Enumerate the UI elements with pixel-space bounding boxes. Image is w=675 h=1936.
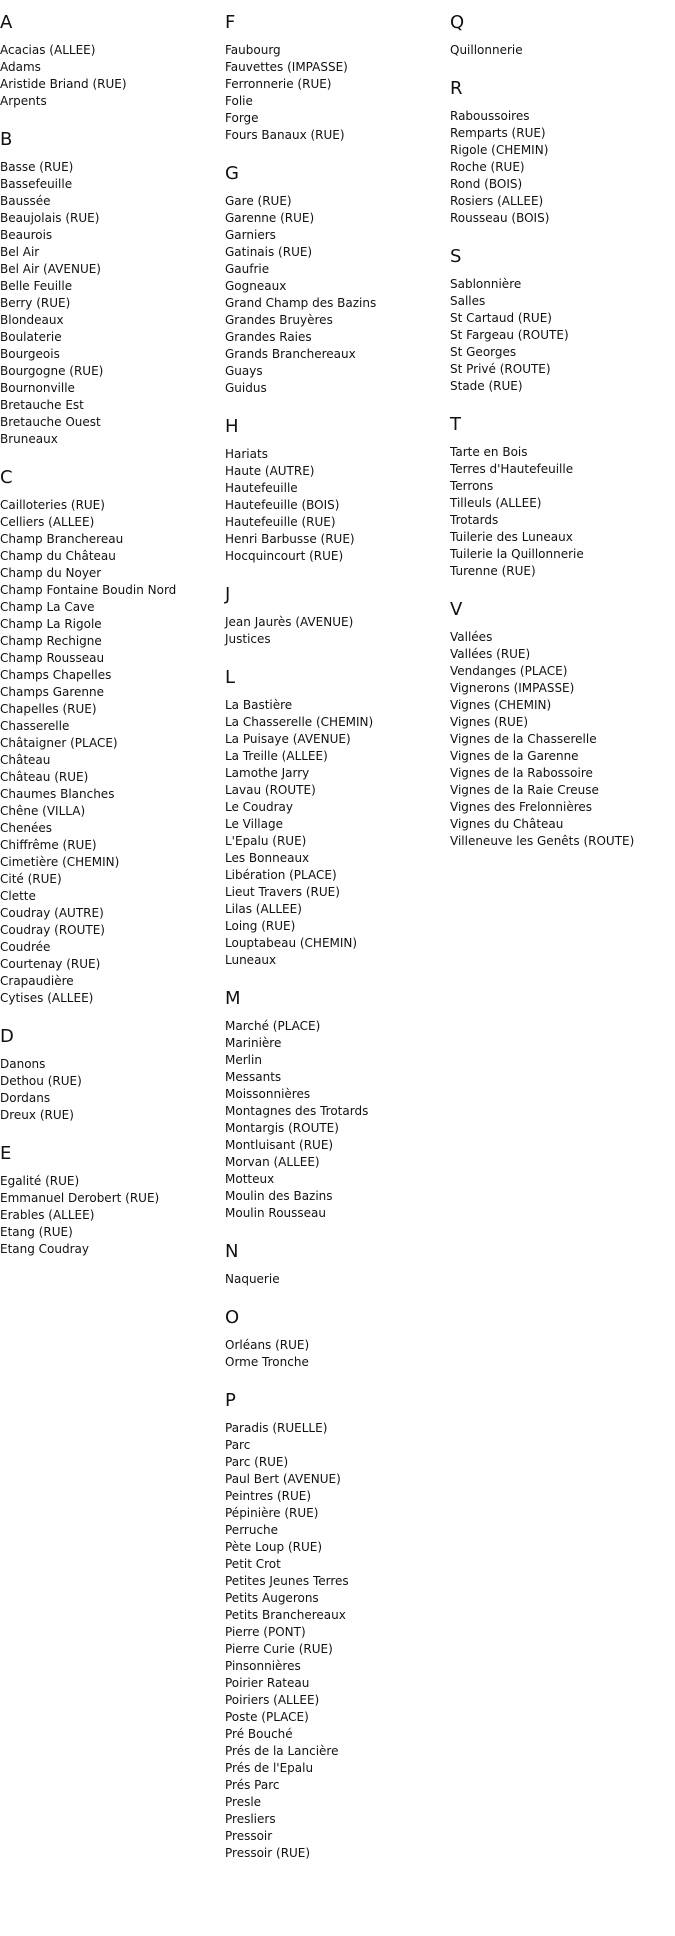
street-link[interactable]: Chaumes Blanches bbox=[0, 787, 115, 801]
street-link[interactable]: La Puisaye (AVENUE) bbox=[225, 732, 351, 746]
street-link[interactable]: L'Epalu (RUE) bbox=[225, 834, 307, 848]
street-link[interactable]: Adams bbox=[0, 60, 41, 74]
street-link[interactable]: Champ du Château bbox=[0, 549, 116, 563]
street-link[interactable]: Pré Bouché bbox=[225, 1727, 293, 1741]
street-link[interactable]: Garenne (RUE) bbox=[225, 211, 315, 225]
street-list bbox=[0, 159, 220, 448]
street-link[interactable]: Fauvettes (IMPASSE) bbox=[225, 60, 348, 74]
street-link[interactable]: Justices bbox=[225, 632, 271, 646]
street-link[interactable]: Orléans (RUE) bbox=[225, 1338, 310, 1352]
street-link[interactable]: Fours Banaux (RUE) bbox=[225, 128, 345, 142]
street-link[interactable]: Tarte en Bois bbox=[450, 445, 528, 459]
street-list bbox=[450, 444, 670, 580]
street-link[interactable]: Pressoir (RUE) bbox=[225, 1846, 311, 1860]
street-link[interactable]: Rond (BOIS) bbox=[450, 177, 523, 191]
street-link[interactable]: Vallées bbox=[450, 630, 493, 644]
street-list bbox=[225, 446, 445, 565]
street-list bbox=[450, 42, 670, 59]
street-link[interactable]: Baussée bbox=[0, 194, 51, 208]
street-link[interactable]: Blondeaux bbox=[0, 313, 64, 327]
street-link[interactable]: Grand Champ des Bazins bbox=[225, 296, 377, 310]
street-list bbox=[225, 1337, 445, 1371]
street-link[interactable]: Basse (RUE) bbox=[0, 160, 74, 174]
street-link[interactable]: Rosiers (ALLEE) bbox=[450, 194, 544, 208]
street-link[interactable]: Paradis (RUELLE) bbox=[225, 1421, 328, 1435]
street-link[interactable]: Bel Air bbox=[0, 245, 40, 259]
street-list bbox=[225, 697, 445, 969]
street-link[interactable]: Prés de la Lancière bbox=[225, 1744, 339, 1758]
street-link[interactable]: Chapelles (RUE) bbox=[0, 702, 97, 716]
street-link[interactable]: Petites Jeunes Terres bbox=[225, 1574, 349, 1588]
index-column-2 bbox=[225, 13, 445, 1882]
street-link[interactable]: Etang Coudray bbox=[0, 1242, 90, 1256]
street-list bbox=[0, 42, 220, 110]
street-link[interactable]: St Privé (ROUTE) bbox=[450, 362, 551, 376]
street-link[interactable]: Peintres (RUE) bbox=[225, 1489, 312, 1503]
street-list bbox=[450, 108, 670, 227]
letter-section-r bbox=[450, 79, 670, 227]
street-link[interactable]: Forge bbox=[225, 111, 259, 125]
street-link[interactable]: Petits Augerons bbox=[225, 1591, 319, 1605]
street-link[interactable]: Paul Bert (AVENUE) bbox=[225, 1472, 341, 1486]
street-link[interactable]: Beaurois bbox=[0, 228, 53, 242]
street-link[interactable]: Parc (RUE) bbox=[225, 1455, 289, 1469]
street-link[interactable]: Poste (PLACE) bbox=[225, 1710, 309, 1724]
letter-heading: N bbox=[225, 1241, 239, 1262]
street-link[interactable]: Emmanuel Derobert (RUE) bbox=[0, 1191, 160, 1205]
street-link[interactable]: Sablonnière bbox=[450, 277, 522, 291]
street-link[interactable]: Dordans bbox=[0, 1091, 51, 1105]
street-link[interactable]: Berry (RUE) bbox=[0, 296, 71, 310]
letter-heading: Q bbox=[450, 12, 465, 33]
street-link[interactable]: Champ Branchereau bbox=[0, 532, 124, 546]
street-link[interactable]: Château bbox=[0, 753, 51, 767]
street-link[interactable]: Gaufrie bbox=[225, 262, 270, 276]
street-link[interactable]: Loing (RUE) bbox=[225, 919, 296, 933]
letter-heading: V bbox=[450, 599, 463, 620]
street-link[interactable]: Château (RUE) bbox=[0, 770, 89, 784]
letter-heading: H bbox=[225, 416, 239, 437]
letter-heading: J bbox=[225, 584, 231, 605]
letter-heading: T bbox=[450, 414, 461, 435]
street-link[interactable]: Bassefeuille bbox=[0, 177, 73, 191]
street-link[interactable]: Haute (AUTRE) bbox=[225, 464, 315, 478]
street-link[interactable]: Cailloteries (RUE) bbox=[0, 498, 105, 512]
street-link[interactable]: Hocquincourt (RUE) bbox=[225, 549, 344, 563]
street-link[interactable]: Chenées bbox=[0, 821, 52, 835]
street-link[interactable]: Faubourg bbox=[225, 43, 281, 57]
street-link[interactable]: Terrons bbox=[450, 479, 494, 493]
letter-section-v bbox=[450, 600, 670, 850]
letter-heading: S bbox=[450, 246, 462, 267]
street-link[interactable]: Pierre (PONT) bbox=[225, 1625, 306, 1639]
street-link[interactable]: Trotards bbox=[450, 513, 499, 527]
street-link[interactable]: Bourgeois bbox=[0, 347, 60, 361]
street-link[interactable]: Villeneuve les Genêts (ROUTE) bbox=[450, 834, 635, 848]
street-list bbox=[225, 42, 445, 144]
street-link[interactable]: Champ La Cave bbox=[0, 600, 95, 614]
street-link[interactable]: Luneaux bbox=[225, 953, 277, 967]
letter-section-e bbox=[0, 1144, 220, 1258]
street-link[interactable]: Cimetière (CHEMIN) bbox=[0, 855, 120, 869]
street-link[interactable]: Messants bbox=[225, 1070, 282, 1084]
street-link[interactable]: Beaujolais (RUE) bbox=[0, 211, 100, 225]
street-link[interactable]: St Georges bbox=[450, 345, 517, 359]
street-link[interactable]: Gare (RUE) bbox=[225, 194, 292, 208]
letter-section-f bbox=[225, 13, 445, 144]
street-link[interactable]: Guidus bbox=[225, 381, 267, 395]
street-link[interactable]: Henri Barbusse (RUE) bbox=[225, 532, 355, 546]
street-list bbox=[0, 1173, 220, 1258]
street-link[interactable]: Rousseau (BOIS) bbox=[450, 211, 550, 225]
street-link[interactable]: Grandes Bruyères bbox=[225, 313, 333, 327]
street-link[interactable]: Guays bbox=[225, 364, 263, 378]
street-list bbox=[0, 497, 220, 1007]
letter-section-o bbox=[225, 1308, 445, 1371]
street-link[interactable]: Vignes (RUE) bbox=[450, 715, 529, 729]
letter-heading: D bbox=[0, 1026, 14, 1047]
street-link[interactable]: Les Bonneaux bbox=[225, 851, 310, 865]
street-link[interactable]: Terres d'Hautefeuille bbox=[450, 462, 574, 476]
street-link[interactable]: Vignes du Château bbox=[450, 817, 564, 831]
street-link[interactable]: Chêne (VILLA) bbox=[0, 804, 86, 818]
street-list bbox=[225, 1271, 445, 1288]
street-link[interactable]: Bel Air (AVENUE) bbox=[0, 262, 101, 276]
letter-section-c bbox=[0, 468, 220, 1007]
street-list bbox=[450, 276, 670, 395]
street-link[interactable]: Courtenay (RUE) bbox=[0, 957, 101, 971]
street-link[interactable]: Danons bbox=[0, 1057, 46, 1071]
street-link[interactable]: Aristide Briand (RUE) bbox=[0, 77, 127, 91]
street-link[interactable]: Montluisant (RUE) bbox=[225, 1138, 334, 1152]
letter-section-a bbox=[0, 13, 220, 110]
street-link[interactable]: Libération (PLACE) bbox=[225, 868, 337, 882]
street-link[interactable]: Morvan (ALLEE) bbox=[225, 1155, 320, 1169]
street-link[interactable]: Grandes Raies bbox=[225, 330, 312, 344]
street-link[interactable]: Marinière bbox=[225, 1036, 282, 1050]
street-link[interactable]: Gogneaux bbox=[225, 279, 287, 293]
street-link[interactable]: Prés de l'Epalu bbox=[225, 1761, 314, 1775]
index-column-1 bbox=[0, 13, 220, 1278]
street-link[interactable]: Cytises (ALLEE) bbox=[0, 991, 94, 1005]
letter-section-l bbox=[225, 668, 445, 969]
street-link[interactable]: Bretauche Est bbox=[0, 398, 84, 412]
street-link[interactable]: Clette bbox=[0, 889, 36, 903]
street-link[interactable]: Louptabeau (CHEMIN) bbox=[225, 936, 358, 950]
street-link[interactable]: Tuilerie des Luneaux bbox=[450, 530, 573, 544]
street-link[interactable]: Montargis (ROUTE) bbox=[225, 1121, 339, 1135]
street-link[interactable]: Perruche bbox=[225, 1523, 279, 1537]
street-list bbox=[0, 1056, 220, 1124]
street-link[interactable]: Marché (PLACE) bbox=[225, 1019, 321, 1033]
letter-section-j bbox=[225, 585, 445, 648]
letter-section-p bbox=[225, 1391, 445, 1862]
street-link[interactable]: Crapaudière bbox=[0, 974, 74, 988]
street-link[interactable]: Merlin bbox=[225, 1053, 262, 1067]
street-link[interactable]: Vignes de la Raie Creuse bbox=[450, 783, 599, 797]
street-list bbox=[225, 193, 445, 397]
street-link[interactable]: Bruneaux bbox=[0, 432, 58, 446]
letter-heading: R bbox=[450, 78, 463, 99]
street-list bbox=[450, 629, 670, 850]
street-link[interactable]: Lieut Travers (RUE) bbox=[225, 885, 340, 899]
street-link[interactable]: St Cartaud (RUE) bbox=[450, 311, 552, 325]
street-link[interactable]: Turenne (RUE) bbox=[450, 564, 536, 578]
street-link[interactable]: Pressoir bbox=[225, 1829, 273, 1843]
street-list bbox=[225, 614, 445, 648]
street-link[interactable]: Hautefeuille (RUE) bbox=[225, 515, 336, 529]
street-link[interactable]: Châtaigner (PLACE) bbox=[0, 736, 118, 750]
street-link[interactable]: Champ La Rigole bbox=[0, 617, 102, 631]
street-link[interactable]: Champ Rousseau bbox=[0, 651, 105, 665]
letter-heading: L bbox=[225, 667, 236, 688]
street-link[interactable]: Roche (RUE) bbox=[450, 160, 525, 174]
street-link[interactable]: Egalité (RUE) bbox=[0, 1174, 80, 1188]
street-link[interactable]: Arpents bbox=[0, 94, 47, 108]
letter-section-n bbox=[225, 1242, 445, 1288]
street-link[interactable]: Salles bbox=[450, 294, 486, 308]
street-link[interactable]: Folie bbox=[225, 94, 253, 108]
street-link[interactable]: Acacias (ALLEE) bbox=[0, 43, 96, 57]
street-link[interactable]: Pépinière (RUE) bbox=[225, 1506, 319, 1520]
street-link[interactable]: Poiriers (ALLEE) bbox=[225, 1693, 320, 1707]
street-link[interactable]: Hariats bbox=[225, 447, 268, 461]
street-link[interactable]: Lilas (ALLEE) bbox=[225, 902, 302, 916]
street-link[interactable]: Parc bbox=[225, 1438, 251, 1452]
street-link[interactable]: Belle Feuille bbox=[0, 279, 73, 293]
street-link[interactable]: Boulaterie bbox=[0, 330, 62, 344]
street-link[interactable]: Tuilerie la Quillonnerie bbox=[450, 547, 584, 561]
street-link[interactable]: Pinsonnières bbox=[225, 1659, 301, 1673]
street-link[interactable]: Ferronnerie (RUE) bbox=[225, 77, 332, 91]
street-link[interactable]: Jean Jaurès (AVENUE) bbox=[225, 615, 354, 629]
street-link[interactable]: Coudray (ROUTE) bbox=[0, 923, 105, 937]
street-link[interactable]: Vallées (RUE) bbox=[450, 647, 531, 661]
letter-section-g bbox=[225, 164, 445, 397]
letter-heading: E bbox=[0, 1143, 12, 1164]
street-link[interactable]: Champ Rechigne bbox=[0, 634, 102, 648]
street-link[interactable]: Tilleuls (ALLEE) bbox=[450, 496, 542, 510]
street-link[interactable]: Orme Tronche bbox=[225, 1355, 309, 1369]
letter-heading: P bbox=[225, 1390, 236, 1411]
letter-heading: M bbox=[225, 988, 241, 1009]
letter-section-t bbox=[450, 415, 670, 580]
street-link[interactable]: Moissonnières bbox=[225, 1087, 311, 1101]
street-list bbox=[225, 1420, 445, 1862]
street-link[interactable]: Champs Garenne bbox=[0, 685, 105, 699]
street-link[interactable]: Motteux bbox=[225, 1172, 275, 1186]
street-link[interactable]: Lavau (ROUTE) bbox=[225, 783, 316, 797]
street-link[interactable]: Garniers bbox=[225, 228, 276, 242]
street-link[interactable]: Chiffrême (RUE) bbox=[0, 838, 97, 852]
letter-heading: A bbox=[0, 12, 13, 33]
street-link[interactable]: Vignes de la Chasserelle bbox=[450, 732, 597, 746]
street-link[interactable]: Montagnes des Trotards bbox=[225, 1104, 369, 1118]
street-link[interactable]: Bourgogne (RUE) bbox=[0, 364, 104, 378]
street-list bbox=[225, 1018, 445, 1222]
street-link[interactable]: Gatinais (RUE) bbox=[225, 245, 313, 259]
street-link[interactable]: Pierre Curie (RUE) bbox=[225, 1642, 333, 1656]
street-link[interactable]: Moulin des Bazins bbox=[225, 1189, 333, 1203]
street-link[interactable]: Naquerie bbox=[225, 1272, 280, 1286]
street-link[interactable]: Champ du Noyer bbox=[0, 566, 102, 580]
street-link[interactable]: Moulin Rousseau bbox=[225, 1206, 326, 1220]
street-link[interactable]: Quillonnerie bbox=[450, 43, 523, 57]
street-link[interactable]: Presliers bbox=[225, 1812, 276, 1826]
street-link[interactable]: Remparts (RUE) bbox=[450, 126, 546, 140]
street-link[interactable]: La Bastière bbox=[225, 698, 293, 712]
street-link[interactable]: Pète Loup (RUE) bbox=[225, 1540, 323, 1554]
street-link[interactable]: Vignes de la Rabossoire bbox=[450, 766, 593, 780]
letter-heading: G bbox=[225, 163, 239, 184]
street-link[interactable]: Celliers (ALLEE) bbox=[0, 515, 95, 529]
street-link[interactable]: Rigole (CHEMIN) bbox=[450, 143, 549, 157]
letter-heading: O bbox=[225, 1307, 240, 1328]
letter-heading: B bbox=[0, 129, 13, 150]
letter-section-m bbox=[225, 989, 445, 1222]
street-link[interactable]: Le Village bbox=[225, 817, 283, 831]
street-link[interactable]: Vignes des Frelonnières bbox=[450, 800, 593, 814]
street-link[interactable]: Vendanges (PLACE) bbox=[450, 664, 568, 678]
street-link[interactable]: Bretauche Ouest bbox=[0, 415, 101, 429]
street-link[interactable]: Coudrée bbox=[0, 940, 51, 954]
street-link[interactable]: Coudray (AUTRE) bbox=[0, 906, 104, 920]
street-link[interactable]: Lamothe Jarry bbox=[225, 766, 310, 780]
street-link[interactable]: Dethou (RUE) bbox=[0, 1074, 82, 1088]
street-link[interactable]: Bournonville bbox=[0, 381, 75, 395]
letter-section-h bbox=[225, 417, 445, 565]
street-link[interactable]: Le Coudray bbox=[225, 800, 294, 814]
letter-section-q bbox=[450, 13, 670, 59]
street-link[interactable]: Champ Fontaine Boudin Nord bbox=[0, 583, 177, 597]
street-link[interactable]: Raboussoires bbox=[450, 109, 530, 123]
street-link[interactable]: Prés Parc bbox=[225, 1778, 280, 1792]
letter-section-b bbox=[0, 130, 220, 448]
index-column-3 bbox=[450, 13, 670, 870]
street-link[interactable]: Etang (RUE) bbox=[0, 1225, 73, 1239]
street-link[interactable]: Chasserelle bbox=[0, 719, 70, 733]
letter-heading: C bbox=[0, 467, 13, 488]
street-link[interactable]: Champs Chapelles bbox=[0, 668, 112, 682]
street-link[interactable]: Stade (RUE) bbox=[450, 379, 523, 393]
street-link[interactable]: Dreux (RUE) bbox=[0, 1108, 74, 1122]
letter-section-s bbox=[450, 247, 670, 395]
street-link[interactable]: Cité (RUE) bbox=[0, 872, 62, 886]
street-link[interactable]: La Treille (ALLEE) bbox=[225, 749, 328, 763]
street-link[interactable]: Erables (ALLEE) bbox=[0, 1208, 95, 1222]
street-link[interactable]: Petit Crot bbox=[225, 1557, 281, 1571]
street-link[interactable]: Grands Branchereaux bbox=[225, 347, 356, 361]
letter-section-d bbox=[0, 1027, 220, 1124]
letter-heading: F bbox=[225, 12, 236, 33]
street-link[interactable]: La Chasserelle (CHEMIN) bbox=[225, 715, 374, 729]
street-link[interactable]: Hautefeuille bbox=[225, 481, 298, 495]
street-link[interactable]: Hautefeuille (BOIS) bbox=[225, 498, 340, 512]
street-link[interactable]: Vignes de la Garenne bbox=[450, 749, 579, 763]
street-link[interactable]: Vignerons (IMPASSE) bbox=[450, 681, 575, 695]
street-link[interactable]: Petits Branchereaux bbox=[225, 1608, 346, 1622]
street-link[interactable]: St Fargeau (ROUTE) bbox=[450, 328, 569, 342]
street-link[interactable]: Presle bbox=[225, 1795, 262, 1809]
street-link[interactable]: Poirier Rateau bbox=[225, 1676, 310, 1690]
street-link[interactable]: Vignes (CHEMIN) bbox=[450, 698, 552, 712]
